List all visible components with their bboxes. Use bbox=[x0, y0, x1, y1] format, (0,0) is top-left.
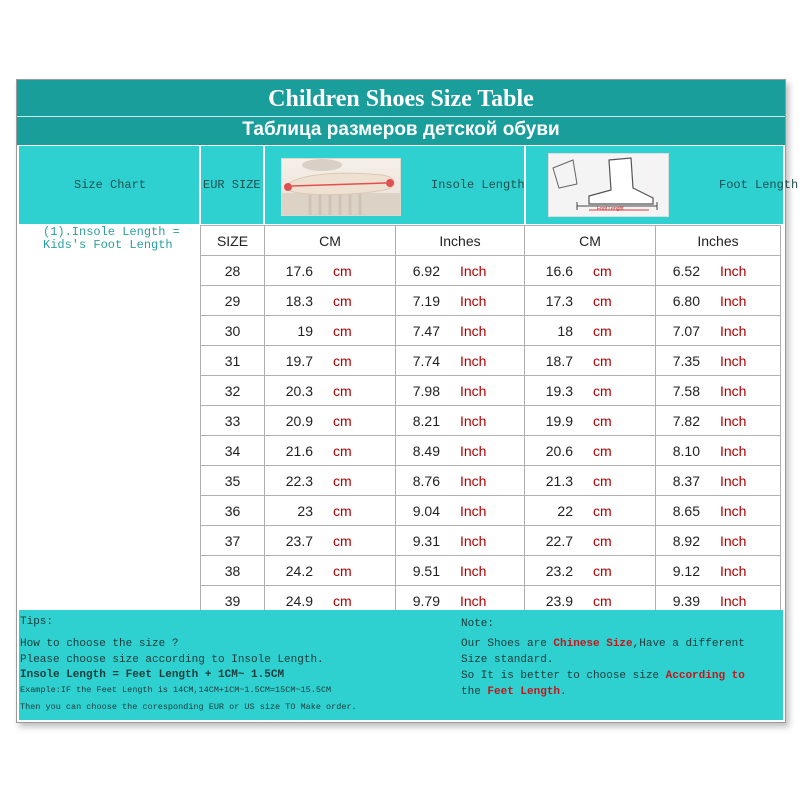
cm-unit: cm bbox=[333, 382, 352, 399]
foot-inch-cell bbox=[656, 286, 781, 316]
cm-unit: cm bbox=[333, 562, 352, 579]
inch-unit: Inch bbox=[720, 472, 747, 489]
foot-cm-value: 22.7 bbox=[545, 532, 573, 549]
insole-inch-cell bbox=[396, 556, 525, 586]
insole-cm-value: 19.7 bbox=[285, 352, 313, 369]
note-line-1-b: ,Have a different bbox=[632, 638, 745, 650]
header-insole-cell bbox=[265, 146, 524, 224]
cm-unit: cm bbox=[593, 262, 612, 279]
tips-line-3: Insole Length = Feet Length + 1CM~ 1.5CM bbox=[20, 669, 285, 681]
insole-inch-cell bbox=[396, 256, 525, 286]
insole-photo bbox=[281, 158, 401, 216]
foot-inch-cell bbox=[656, 256, 781, 286]
insole-cm-value: 21.6 bbox=[285, 442, 313, 459]
note-line-1 bbox=[461, 638, 745, 650]
foot-cm-value: 23.2 bbox=[545, 562, 573, 579]
note-line-1-a: Our Shoes are bbox=[461, 638, 554, 650]
foot-cm-cell bbox=[525, 376, 656, 406]
foot-cm-value: 18.7 bbox=[545, 352, 573, 369]
cm-unit: cm bbox=[593, 382, 612, 399]
insole-inch-value: 9.79 bbox=[412, 592, 440, 609]
insole-cm-cell bbox=[265, 256, 396, 286]
header-eur-size-cell bbox=[201, 146, 263, 224]
insole-cm-value: 20.3 bbox=[285, 382, 313, 399]
insole-cm-value: 24.2 bbox=[285, 562, 313, 579]
insole-inch-value: 8.76 bbox=[412, 472, 440, 489]
foot-cm-cell bbox=[525, 556, 656, 586]
table-row bbox=[201, 406, 781, 436]
insole-cm-cell bbox=[265, 376, 396, 406]
foot-cm-value: 20.6 bbox=[545, 442, 573, 459]
inch-unit: Inch bbox=[720, 382, 747, 399]
foot-measure-image bbox=[548, 153, 669, 217]
foot-inch-cell bbox=[656, 556, 781, 586]
foot-inch-cell bbox=[656, 466, 781, 496]
inch-unit: Inch bbox=[720, 562, 747, 579]
insole-inch-cell bbox=[396, 406, 525, 436]
table-row bbox=[201, 256, 781, 286]
inch-unit: Inch bbox=[460, 592, 487, 609]
table-body bbox=[201, 256, 781, 616]
size-cell: 39 bbox=[201, 586, 265, 616]
insole-inch-value: 8.49 bbox=[412, 442, 440, 459]
cm-unit: cm bbox=[593, 562, 612, 579]
insole-cm-value: 20.9 bbox=[285, 412, 313, 429]
insole-cm-cell bbox=[265, 346, 396, 376]
insole-inch-value: 9.04 bbox=[412, 502, 440, 519]
cm-unit: cm bbox=[593, 532, 612, 549]
size-cell: 29 bbox=[201, 286, 265, 316]
insole-cm-cell bbox=[265, 286, 396, 316]
col-insole-inches: Inches bbox=[396, 226, 525, 256]
insole-inch-value: 7.98 bbox=[412, 382, 440, 399]
insole-cm-value: 17.6 bbox=[285, 262, 313, 279]
inch-unit: Inch bbox=[460, 412, 487, 429]
table-row bbox=[201, 496, 781, 526]
cm-unit: cm bbox=[333, 442, 352, 459]
cm-unit: cm bbox=[593, 472, 612, 489]
foot-inch-cell bbox=[656, 316, 781, 346]
title-russian: Таблица размеров детской обуви bbox=[17, 116, 785, 145]
cm-unit: cm bbox=[593, 322, 612, 339]
note-line-4 bbox=[461, 686, 567, 698]
insole-inch-cell bbox=[396, 466, 525, 496]
foot-inch-value: 6.52 bbox=[672, 262, 700, 279]
header-size-chart-cell bbox=[19, 146, 199, 224]
note-line-2: Size standard. bbox=[461, 654, 554, 666]
size-cell: 33 bbox=[201, 406, 265, 436]
header-size-chart: Size Chart bbox=[74, 178, 147, 192]
inch-unit: Inch bbox=[460, 292, 487, 309]
insole-inch-cell bbox=[396, 286, 525, 316]
insole-cm-value: 24.9 bbox=[285, 592, 313, 609]
insole-cm-cell bbox=[265, 316, 396, 346]
size-cell: 37 bbox=[201, 526, 265, 556]
inch-unit: Inch bbox=[720, 322, 747, 339]
inch-unit: Inch bbox=[720, 352, 747, 369]
cm-unit: cm bbox=[333, 292, 352, 309]
foot-cm-value: 23.9 bbox=[545, 592, 573, 609]
insole-inch-value: 9.31 bbox=[412, 532, 440, 549]
foot-inch-cell bbox=[656, 346, 781, 376]
note-line-1-red: Chinese Size bbox=[553, 638, 633, 650]
cm-unit: cm bbox=[333, 502, 352, 519]
foot-cm-cell bbox=[525, 316, 656, 346]
foot-inch-value: 7.58 bbox=[672, 382, 700, 399]
inch-unit: Inch bbox=[460, 472, 487, 489]
cm-unit: cm bbox=[593, 592, 612, 609]
insole-cm-cell bbox=[265, 436, 396, 466]
foot-cm-value: 17.3 bbox=[545, 292, 573, 309]
cm-unit: cm bbox=[333, 262, 352, 279]
inch-unit: Inch bbox=[720, 502, 747, 519]
col-foot-cm: CM bbox=[525, 226, 656, 256]
foot-inch-value: 7.82 bbox=[672, 412, 700, 429]
foot-cm-cell bbox=[525, 406, 656, 436]
foot-inch-value: 9.12 bbox=[672, 562, 700, 579]
foot-inch-value: 8.92 bbox=[672, 532, 700, 549]
inch-unit: Inch bbox=[460, 532, 487, 549]
cm-unit: cm bbox=[593, 502, 612, 519]
tips-heading: Tips: bbox=[20, 616, 54, 628]
tips-line-2: Please choose size according to Insole Length. bbox=[20, 654, 324, 666]
header-insole-length: Insole Length bbox=[431, 178, 525, 192]
insole-inch-value: 8.21 bbox=[412, 412, 440, 429]
table-row bbox=[201, 286, 781, 316]
size-cell: 30 bbox=[201, 316, 265, 346]
cm-unit: cm bbox=[593, 412, 612, 429]
cm-unit: cm bbox=[333, 532, 352, 549]
table-row bbox=[201, 316, 781, 346]
size-cell: 36 bbox=[201, 496, 265, 526]
foot-inch-value: 7.07 bbox=[672, 322, 700, 339]
table-row bbox=[201, 466, 781, 496]
insole-inch-value: 7.47 bbox=[412, 322, 440, 339]
foot-inch-cell bbox=[656, 406, 781, 436]
insole-inch-value: 7.19 bbox=[412, 292, 440, 309]
note-line-3 bbox=[461, 670, 745, 682]
note-line-4-red: Feet Length bbox=[487, 686, 561, 698]
insole-inch-value: 9.51 bbox=[412, 562, 440, 579]
insole-cm-value: 19 bbox=[297, 322, 313, 339]
inch-unit: Inch bbox=[720, 262, 747, 279]
size-table-frame bbox=[16, 79, 799, 723]
insole-inch-cell bbox=[396, 436, 525, 466]
table-row bbox=[201, 346, 781, 376]
insole-inch-cell bbox=[396, 346, 525, 376]
foot-cm-value: 19.9 bbox=[545, 412, 573, 429]
foot-cm-cell bbox=[525, 436, 656, 466]
foot-cm-cell bbox=[525, 346, 656, 376]
insole-inch-value: 7.74 bbox=[412, 352, 440, 369]
insole-cm-cell bbox=[265, 556, 396, 586]
foot-inch-value: 8.65 bbox=[672, 502, 700, 519]
note-line-3-red: According to bbox=[665, 670, 745, 682]
inch-unit: Inch bbox=[460, 382, 487, 399]
foot-cm-cell bbox=[525, 256, 656, 286]
tips-line-1: How to choose the size ? bbox=[20, 638, 179, 650]
inch-unit: Inch bbox=[460, 442, 487, 459]
foot-inch-value: 9.39 bbox=[672, 592, 700, 609]
insole-cm-cell bbox=[265, 496, 396, 526]
foot-cm-value: 21.3 bbox=[545, 472, 573, 489]
insole-cm-value: 23 bbox=[297, 502, 313, 519]
table-row bbox=[201, 436, 781, 466]
size-cell: 28 bbox=[201, 256, 265, 286]
foot-inch-value: 6.80 bbox=[672, 292, 700, 309]
insole-cm-value: 22.3 bbox=[285, 472, 313, 489]
insole-inch-cell bbox=[396, 496, 525, 526]
cm-unit: cm bbox=[333, 352, 352, 369]
inch-unit: Inch bbox=[460, 322, 487, 339]
inch-unit: Inch bbox=[460, 562, 487, 579]
insole-cm-cell bbox=[265, 406, 396, 436]
foot-inch-cell bbox=[656, 436, 781, 466]
inch-unit: Inch bbox=[720, 592, 747, 609]
inch-unit: Inch bbox=[720, 442, 747, 459]
cm-unit: cm bbox=[593, 352, 612, 369]
header-eur-size: EUR SIZE bbox=[203, 178, 261, 192]
insole-cm-value: 18.3 bbox=[285, 292, 313, 309]
note-heading: Note: bbox=[461, 618, 495, 630]
tips-panel bbox=[19, 610, 783, 720]
title-english: Children Shoes Size Table bbox=[17, 80, 785, 116]
foot-cm-value: 19.3 bbox=[545, 382, 573, 399]
cm-unit: cm bbox=[593, 442, 612, 459]
inch-unit: Inch bbox=[720, 292, 747, 309]
inch-unit: Inch bbox=[460, 262, 487, 279]
col-foot-inches: Inches bbox=[656, 226, 781, 256]
left-note-column bbox=[19, 225, 199, 609]
tips-line-5: Then you can choose the coresponding EUR or US size TO Make order. bbox=[20, 702, 357, 712]
insole-inch-cell bbox=[396, 316, 525, 346]
foot-cm-cell bbox=[525, 466, 656, 496]
insole-cm-cell bbox=[265, 526, 396, 556]
foot-cm-cell bbox=[525, 286, 656, 316]
insole-inch-value: 6.92 bbox=[412, 262, 440, 279]
foot-cm-value: 18 bbox=[557, 322, 573, 339]
note-line-4-b: . bbox=[560, 686, 567, 698]
cm-unit: cm bbox=[593, 292, 612, 309]
size-table bbox=[200, 225, 781, 616]
size-cell: 34 bbox=[201, 436, 265, 466]
foot-inch-cell bbox=[656, 376, 781, 406]
foot-image-label: Foot Lenght bbox=[597, 206, 624, 212]
insole-inch-cell bbox=[396, 376, 525, 406]
col-insole-cm: CM bbox=[265, 226, 396, 256]
insole-cm-cell bbox=[265, 466, 396, 496]
size-cell: 31 bbox=[201, 346, 265, 376]
foot-inch-value: 7.35 bbox=[672, 352, 700, 369]
foot-inch-cell bbox=[656, 526, 781, 556]
cm-unit: cm bbox=[333, 592, 352, 609]
table-row bbox=[201, 526, 781, 556]
tips-line-4: Example:IF the Feet Length is 14CM,14CM+1CM~1.5CM=15CM~15.5CM bbox=[20, 685, 332, 695]
cm-unit: cm bbox=[333, 472, 352, 489]
foot-cm-value: 16.6 bbox=[545, 262, 573, 279]
header-foot-length: Foot Length bbox=[719, 178, 799, 192]
table-row bbox=[201, 556, 781, 586]
inch-unit: Inch bbox=[720, 532, 747, 549]
inch-unit: Inch bbox=[460, 502, 487, 519]
size-cell: 35 bbox=[201, 466, 265, 496]
foot-inch-cell bbox=[656, 496, 781, 526]
cm-unit: cm bbox=[333, 412, 352, 429]
left-note: (1).Insole Length = Kids's Foot Length bbox=[43, 226, 180, 252]
foot-cm-cell bbox=[525, 496, 656, 526]
size-cell: 38 bbox=[201, 556, 265, 586]
size-cell: 32 bbox=[201, 376, 265, 406]
cm-unit: cm bbox=[333, 322, 352, 339]
insole-inch-cell bbox=[396, 526, 525, 556]
table-header-row bbox=[201, 226, 781, 256]
foot-inch-value: 8.10 bbox=[672, 442, 700, 459]
inch-unit: Inch bbox=[720, 412, 747, 429]
inch-unit: Inch bbox=[460, 352, 487, 369]
col-size: SIZE bbox=[201, 226, 265, 256]
foot-inch-value: 8.37 bbox=[672, 472, 700, 489]
note-line-3-a: So It is better to choose size bbox=[461, 670, 666, 682]
table-row bbox=[201, 376, 781, 406]
foot-cm-cell bbox=[525, 526, 656, 556]
header-foot-cell bbox=[526, 146, 799, 224]
foot-cm-value: 22 bbox=[557, 502, 573, 519]
note-line-4-a: the bbox=[461, 686, 488, 698]
insole-cm-value: 23.7 bbox=[285, 532, 313, 549]
